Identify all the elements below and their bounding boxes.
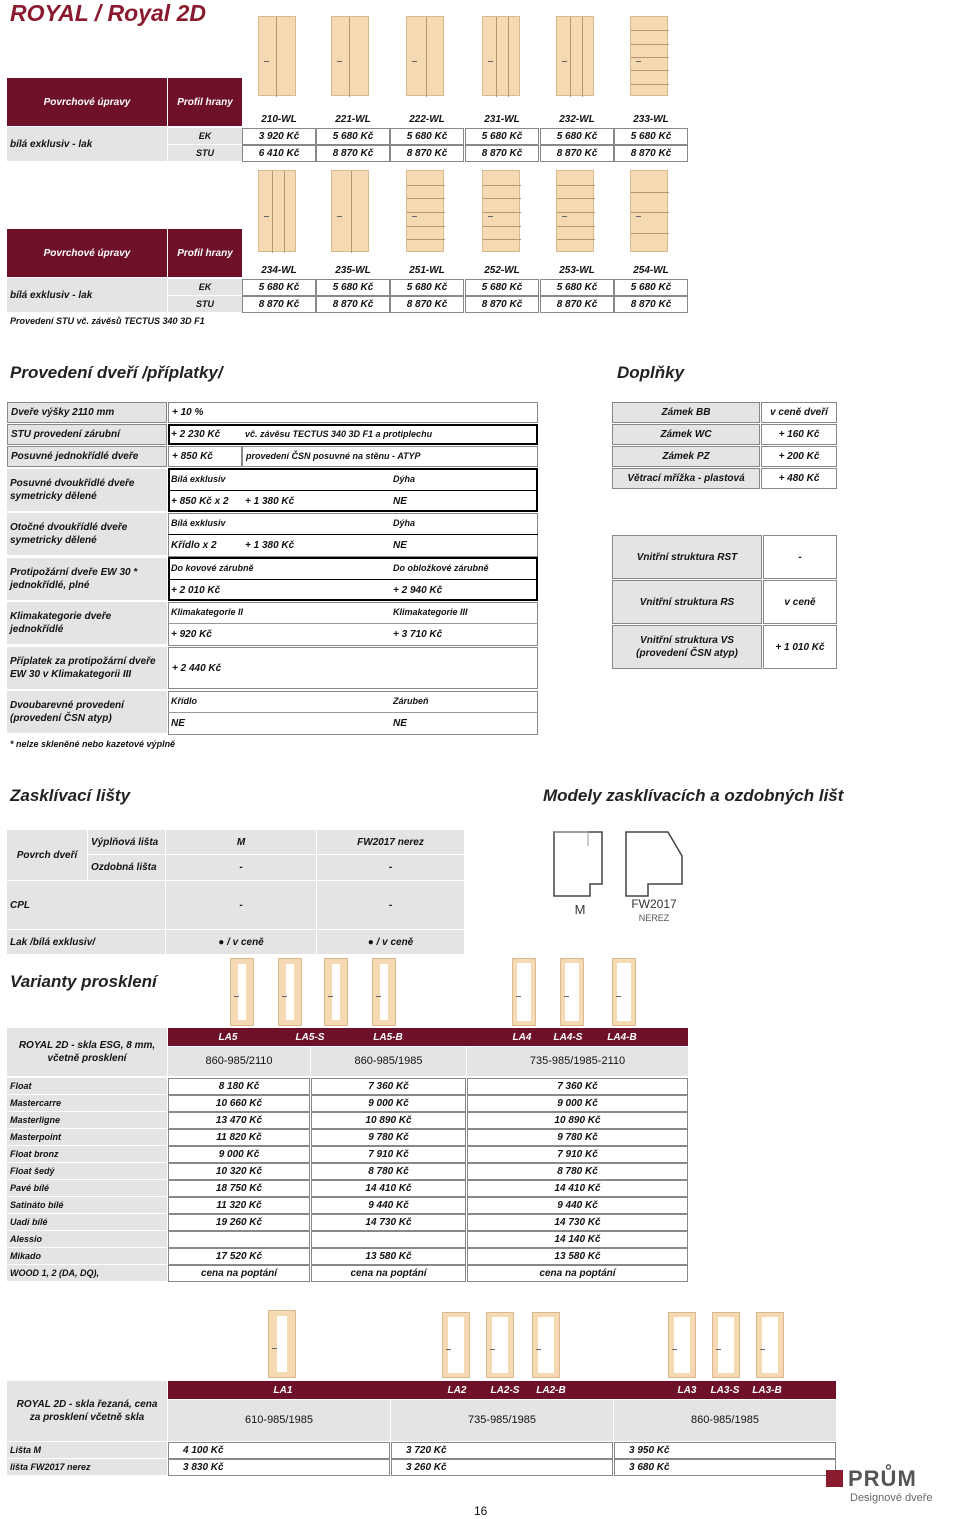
price-la4: cena na poptání: [467, 1265, 688, 1282]
addon-name: Větrací mřížka - plastová: [612, 468, 760, 489]
addon-price: + 480 Kč: [761, 468, 837, 489]
model-code: 252-WL: [484, 264, 520, 276]
decor-strip-header: Ozdobná lišta: [88, 855, 165, 880]
structure-name: Vnitřní struktura RS: [612, 580, 762, 624]
glass-type: Mastercarre: [7, 1095, 167, 1111]
strip-models-heading: Modely zasklívacích a ozdobných lišt: [543, 786, 844, 805]
price-la4: 14 140 Kč: [467, 1231, 688, 1248]
col-m: M: [166, 830, 316, 854]
door-icon: [406, 16, 444, 96]
door-icon: [278, 958, 302, 1026]
decor-m: -: [166, 855, 316, 880]
val-b: + 2 940 Kč: [393, 585, 443, 596]
door-icon: [756, 1312, 784, 1378]
glass-type: Float: [7, 1078, 167, 1094]
structure-name: Vnitřní struktura RST: [612, 535, 762, 579]
col-header-surface: Povrchové úpravy: [7, 78, 167, 126]
edge-type: EK: [168, 128, 242, 144]
price-la5: 17 520 Kč: [168, 1248, 310, 1265]
val-b: NE: [393, 718, 407, 729]
variant-code: LA5: [218, 1031, 238, 1043]
label-sliding-single: Posuvné jednokřídlé dveře: [7, 446, 167, 467]
col-fw: FW2017 nerez: [317, 830, 464, 854]
addon-price: v ceně dveří: [761, 402, 837, 423]
price-cell: 3 920 Kč: [242, 128, 316, 145]
door-icon: [712, 1312, 740, 1378]
price-la4: 9 780 Kč: [467, 1129, 688, 1146]
price-la5: cena na poptání: [168, 1265, 310, 1282]
value-height: + 10 %: [168, 402, 538, 423]
price-la5sb: 14 730 Kč: [311, 1214, 466, 1231]
variant-code: LA4-S: [553, 1031, 583, 1043]
model-code: 210-WL: [261, 113, 297, 125]
price-cell: 5 680 Kč: [614, 128, 688, 145]
variant-code: LA1: [273, 1384, 293, 1396]
head-a: Klimakategorie II: [171, 607, 244, 617]
price-cell: 5 680 Kč: [540, 128, 614, 145]
glass-type: Pavé bílé: [7, 1180, 167, 1196]
door-icon: [482, 16, 520, 96]
lak-fw: ● / v ceně: [317, 930, 464, 954]
price-cell: 5 680 Kč: [242, 279, 316, 296]
size-range: 735-985/1985-2110: [467, 1047, 688, 1076]
price-la4: 9 440 Kč: [467, 1197, 688, 1214]
door-icon: [442, 1312, 470, 1378]
col-header-edge: Profil hrany: [168, 78, 242, 126]
price-la5sb: [311, 1231, 466, 1248]
glass-type: Float bronz: [7, 1146, 167, 1162]
variant-code: LA2-S: [490, 1384, 520, 1396]
variant-code: LA5-S: [295, 1031, 325, 1043]
glass-type: Satináto bílé: [7, 1197, 167, 1213]
door-icon: [331, 16, 369, 96]
lak-m: ● / v ceně: [166, 930, 316, 954]
variant-code: LA3-B: [752, 1384, 782, 1396]
note-sliding-single: provedení ČSN posuvné na stěnu - ATYP: [242, 446, 538, 467]
price-la5: 18 750 Kč: [168, 1180, 310, 1197]
label-fire-clima: Příplatek za protipožární dveře EW 30 v Klimakategorii III: [7, 647, 167, 689]
price-la5: 8 180 Kč: [168, 1078, 310, 1095]
addon-name: Zámek BB: [612, 402, 760, 423]
price-la4: 10 890 Kč: [467, 1112, 688, 1129]
price-cell: 8 870 Kč: [242, 296, 316, 313]
surface-header: Povrch dveří: [7, 830, 87, 880]
door-icon: [532, 1312, 560, 1378]
door-icon: [324, 958, 348, 1026]
door-icon: [258, 170, 296, 252]
price-la5sb: 10 890 Kč: [311, 1112, 466, 1129]
structure-price: v ceně: [763, 580, 837, 624]
price-cell: 5 680 Kč: [390, 279, 464, 296]
price-cell: 5 680 Kč: [316, 279, 390, 296]
addons-heading: Doplňky: [617, 363, 685, 382]
val-b: NE: [393, 540, 407, 551]
surcharges-heading: Provedení dveří /příplatky/: [10, 363, 223, 382]
price-la1: 4 100 Kč: [168, 1442, 390, 1459]
label-sliding-double: Posuvné dvoukřídlé dveře symetricky dělené: [7, 469, 167, 511]
structure-price: + 1 010 Kč: [763, 625, 837, 669]
val-a2: + 1 380 Kč: [245, 496, 295, 507]
brand-name: PRŮM: [848, 1466, 917, 1491]
cpl-m: -: [166, 881, 316, 929]
profile-m-label: M: [574, 902, 586, 917]
door-icon: [556, 16, 594, 96]
price-la3: 3 950 Kč: [614, 1442, 836, 1459]
head-b: Dýha: [393, 474, 416, 484]
price-la5: [168, 1231, 310, 1248]
price-la5sb: 9 000 Kč: [311, 1095, 466, 1112]
glass-type: Alessio: [7, 1231, 167, 1247]
price-la5sb: 8 780 Kč: [311, 1163, 466, 1180]
price-cell: 8 870 Kč: [390, 296, 464, 313]
footnote: * nelze skleněné nebo kazetové výplně: [10, 738, 176, 749]
price-cell: 8 870 Kč: [316, 296, 390, 313]
price-cell: 8 870 Kč: [390, 145, 464, 162]
model-code: 253-WL: [559, 264, 595, 276]
variant-code: LA2-B: [536, 1384, 566, 1396]
page-number: 16: [474, 1504, 488, 1518]
price-la5: 13 470 Kč: [168, 1112, 310, 1129]
head-b: Do obložkové zárubně: [393, 563, 489, 573]
head-b: Zárubeň: [393, 696, 429, 706]
head-a: Křídlo: [171, 696, 197, 706]
variant-code: LA4: [512, 1031, 532, 1043]
val-a2: + 1 380 Kč: [245, 540, 295, 551]
head-a: Bílá exklusiv: [171, 474, 226, 484]
price-la5sb: cena na poptání: [311, 1265, 466, 1282]
price-cell: 8 870 Kč: [465, 296, 539, 313]
profile-fw-sub: NEREZ: [638, 913, 670, 923]
brand-logo: [826, 1466, 950, 1506]
size-range: 860-985/2110: [168, 1047, 310, 1076]
val-a: Křídlo x 2: [171, 540, 217, 551]
label-fire: Protipožární dveře EW 30 * jednokřídlé, plné: [7, 558, 167, 600]
col-header-surface: Povrchové úpravy: [7, 229, 167, 277]
glass-type: Mikado: [7, 1248, 167, 1264]
price-la5: 19 260 Kč: [168, 1214, 310, 1231]
price-cell: 8 870 Kč: [465, 145, 539, 162]
label-height: Dveře výšky 2110 mm: [7, 402, 167, 423]
cpl-fw: -: [317, 881, 464, 929]
glass-type: WOOD 1, 2 (DA, DQ),: [7, 1265, 167, 1281]
price-la2: 3 260 Kč: [391, 1459, 613, 1476]
price-cell: 5 680 Kč: [316, 128, 390, 145]
price-cell: 8 870 Kč: [540, 296, 614, 313]
price-la4: 9 000 Kč: [467, 1095, 688, 1112]
door-icon: [268, 1310, 296, 1378]
decor-fw: -: [317, 855, 464, 880]
strips-heading: Zasklívací lišty: [10, 786, 131, 805]
door-icon: [630, 170, 668, 252]
value-stu: + 2 230 Kč: [171, 429, 221, 440]
size-range: 860-985/1985: [614, 1400, 836, 1441]
edge-type: STU: [168, 145, 242, 161]
strip-type: Lišta M: [7, 1442, 167, 1458]
price-la5sb: 9 440 Kč: [311, 1197, 466, 1214]
price-cell: 5 680 Kč: [465, 128, 539, 145]
glass-type: Uadi bílé: [7, 1214, 167, 1230]
price-la5sb: 7 910 Kč: [311, 1146, 466, 1163]
variant-code: LA2: [447, 1384, 467, 1396]
glass-type: Float šedý: [7, 1163, 167, 1179]
price-cell: 5 680 Kč: [390, 128, 464, 145]
strip-type: lišta FW2017 nerez: [7, 1459, 167, 1475]
door-icon: [406, 170, 444, 252]
val-a: + 850 Kč x 2: [171, 496, 229, 507]
price-la5: 11 320 Kč: [168, 1197, 310, 1214]
lak-label: Lak /bílá exklusiv/: [7, 930, 165, 954]
head-a: Bílá exklusiv: [171, 518, 226, 528]
price-la5: 9 000 Kč: [168, 1146, 310, 1163]
model-code: 221-WL: [335, 113, 371, 125]
cpl-label: CPL: [7, 881, 165, 929]
head-b: Klimakategorie III: [393, 607, 468, 617]
cut-label: ROYAL 2D - skla řezaná, cena za prosklení včetně skla: [7, 1381, 167, 1441]
size-range: 610-985/1985: [168, 1400, 390, 1441]
addon-name: Zámek PZ: [612, 446, 760, 467]
variant-code: LA3: [677, 1384, 697, 1396]
model-code: 222-WL: [409, 113, 445, 125]
model-code: 235-WL: [335, 264, 371, 276]
variant-code: LA4-B: [607, 1031, 637, 1043]
price-cell: 8 870 Kč: [614, 296, 688, 313]
door-icon: [630, 16, 668, 96]
fill-strip-header: Výplňová lišta: [88, 830, 165, 854]
price-la5: 10 320 Kč: [168, 1163, 310, 1180]
note-stu: vč. závěsu TECTUS 340 3D F1 a protiplechu: [245, 429, 433, 439]
addon-name: Zámek WC: [612, 424, 760, 445]
door-icon: [482, 170, 520, 252]
addon-price: + 160 Kč: [761, 424, 837, 445]
price-la5: 11 820 Kč: [168, 1129, 310, 1146]
variant-code: LA5-B: [373, 1031, 403, 1043]
door-icon: [512, 958, 536, 1026]
door-icon: [556, 170, 594, 252]
head-b: Dýha: [393, 518, 416, 528]
strip-profile-drawings: [548, 826, 698, 926]
model-code: 251-WL: [409, 264, 445, 276]
price-la5sb: 7 360 Kč: [311, 1078, 466, 1095]
price-la4: 13 580 Kč: [467, 1248, 688, 1265]
door-icon: [668, 1312, 696, 1378]
label-stu: STU provedení zárubní: [7, 424, 167, 445]
door-icon: [331, 170, 369, 252]
model-code: 231-WL: [484, 113, 520, 125]
structure-price: -: [763, 535, 837, 579]
stu-note: Provedení STU vč. závěsů TECTUS 340 3D F1: [10, 315, 205, 326]
page-title: ROYAL / Royal 2D: [10, 0, 206, 26]
value-sliding-single: + 850 Kč: [168, 446, 242, 467]
price-cell: 5 680 Kč: [540, 279, 614, 296]
price-la4: 7 910 Kč: [467, 1146, 688, 1163]
model-code: 232-WL: [559, 113, 595, 125]
door-icon: [612, 958, 636, 1026]
model-code: 254-WL: [633, 264, 669, 276]
edge-type: STU: [168, 296, 242, 312]
glazing-heading: Varianty prosklení: [10, 972, 157, 991]
val-a: + 920 Kč: [171, 629, 212, 640]
door-icon: [372, 958, 396, 1026]
price-la4: 7 360 Kč: [467, 1078, 688, 1095]
door-icon: [486, 1312, 514, 1378]
price-la1: 3 830 Kč: [168, 1459, 390, 1476]
value-fire-clima: + 2 440 Kč: [168, 647, 538, 689]
price-la5sb: 13 580 Kč: [311, 1248, 466, 1265]
size-range: 735-985/1985: [391, 1400, 613, 1441]
price-cell: 5 680 Kč: [614, 279, 688, 296]
model-code: 233-WL: [633, 113, 669, 125]
variant-code: LA3-S: [710, 1384, 740, 1396]
door-icon: [258, 16, 296, 96]
price-la5sb: 9 780 Kč: [311, 1129, 466, 1146]
profile-fw-label: FW2017: [631, 897, 677, 911]
row-label: bílá exklusiv - lak: [7, 278, 167, 312]
price-cell: 8 870 Kč: [614, 145, 688, 162]
size-range: 860-985/1985: [311, 1047, 466, 1076]
door-icon: [560, 958, 584, 1026]
model-code: 234-WL: [261, 264, 297, 276]
glass-type: Masterligne: [7, 1112, 167, 1128]
val-b: NE: [393, 496, 407, 507]
price-cell: 6 410 Kč: [242, 145, 316, 162]
price-cell: 5 680 Kč: [465, 279, 539, 296]
edge-type: EK: [168, 279, 242, 295]
val-a: NE: [171, 718, 185, 729]
structure-name: Vnitřní struktura VS (provedení ČSN atyp): [612, 625, 762, 669]
price-la3: 3 680 Kč: [614, 1459, 836, 1476]
price-la5: 10 660 Kč: [168, 1095, 310, 1112]
brand-tagline: Designové dveře: [850, 1492, 933, 1504]
price-la2: 3 720 Kč: [391, 1442, 613, 1459]
addon-price: + 200 Kč: [761, 446, 837, 467]
label-clima: Klimakategorie dveře jednokřídlé: [7, 602, 167, 644]
price-la4: 14 410 Kč: [467, 1180, 688, 1197]
head-a: Do kovové zárubně: [171, 563, 254, 573]
row-label: bílá exklusiv - lak: [7, 127, 167, 161]
col-header-edge: Profil hrany: [168, 229, 242, 277]
price-cell: 8 870 Kč: [316, 145, 390, 162]
label-twocolor: Dvoubarevné provedení (provedení ČSN atyp): [7, 691, 167, 733]
glass-type: Masterpoint: [7, 1129, 167, 1145]
price-la4: 14 730 Kč: [467, 1214, 688, 1231]
door-icon: [230, 958, 254, 1026]
label-swing-double: Otočné dvoukřídlé dveře symetricky dělené: [7, 513, 167, 555]
val-a: + 2 010 Kč: [171, 585, 221, 596]
price-la5sb: 14 410 Kč: [311, 1180, 466, 1197]
val-b: + 3 710 Kč: [393, 629, 443, 640]
price-cell: 8 870 Kč: [540, 145, 614, 162]
price-la4: 8 780 Kč: [467, 1163, 688, 1180]
glazing-label: ROYAL 2D - skla ESG, 8 mm, včetně prosklení: [7, 1028, 167, 1076]
